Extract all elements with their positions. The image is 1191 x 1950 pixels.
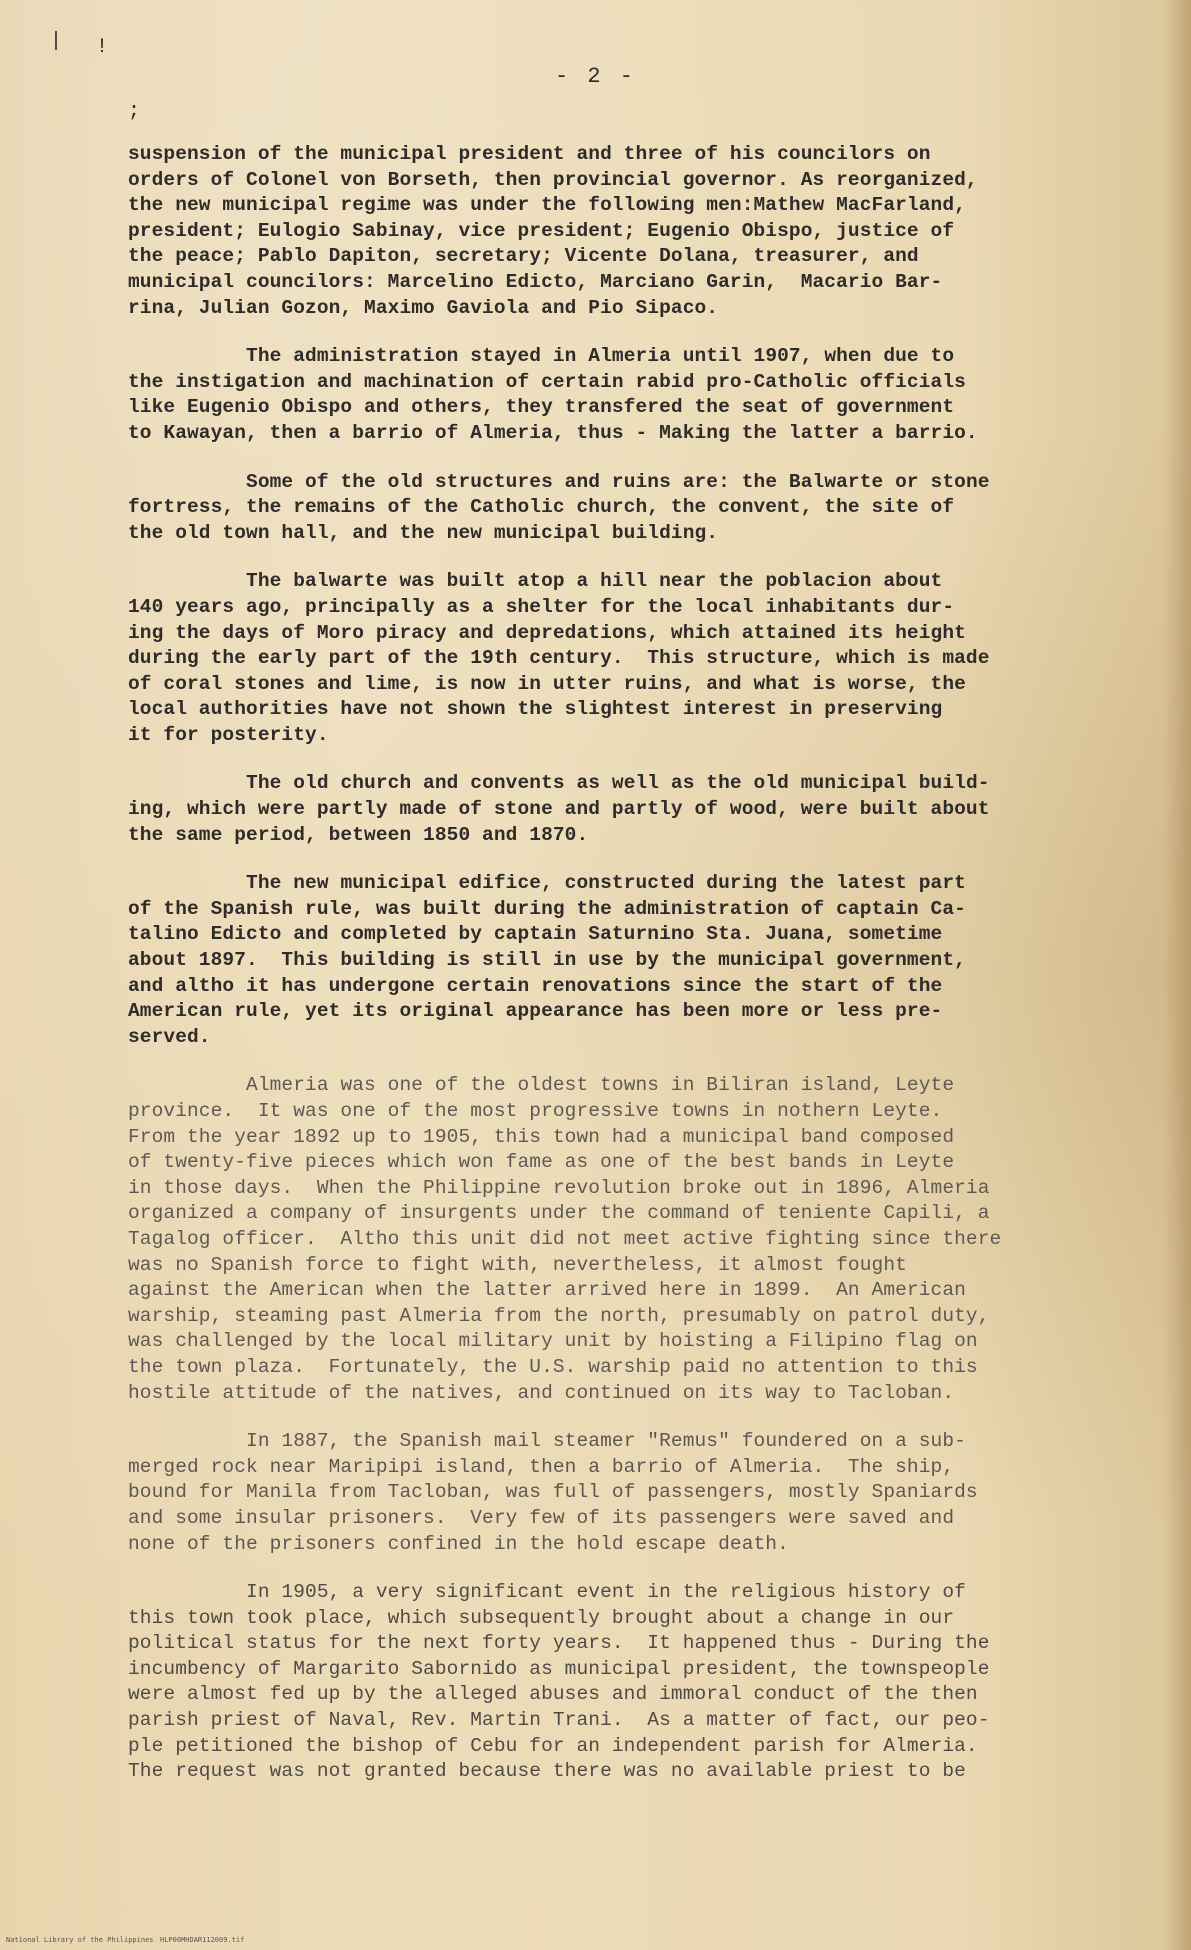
paragraph: The old church and convents as well as the old municipal build- ing, which were partly made of stone and partly of wood, were built about the same period, between 1850 and 1870. xyxy=(128,772,990,846)
paragraph: In 1905, a very significant event in the religious history of this town took place, which subsequently brought about a change in our political status for the next forty years. It happened thus - During the incumbency of Margarito Sabornido as municipal president, the townspeople were almost fed up by the alleged abuses and immoral conduct of the then parish priest of Naval, Rev. Martin Trani. As a matter of fact, our peo- ple petitioned the bishop of Cebu for an independent parish for Almeria. The request was not granted because there was no available priest to be xyxy=(128,1581,990,1783)
paragraph: The administration stayed in Almeria until 1907, when due to the instigation and machination of certain rabid pro-Catholic officials like Eugenio Obispo and others, they transfered the seat of government to Kawayan, then a barrio of Almeria, thus - Making the latter a barrio. xyxy=(128,345,978,444)
body-text xyxy=(128,142,1078,1808)
paragraph: In 1887, the Spanish mail steamer "Remus" foundered on a sub- merged rock near Maripipi island, then a barrio of Almeria. The ship, bound for Manila from Tacloban, was full of passengers, mostly Spaniards and some insular prisoners. Very few of its passengers were saved and none of the prisoners confined in the hold escape death. xyxy=(128,1430,978,1555)
page-number: - 2 - xyxy=(554,64,636,89)
footer-file: HLP00MHDAR112009.tif xyxy=(160,1936,245,1944)
page-edge-shadow xyxy=(1163,0,1191,1950)
margin-mark: ; xyxy=(128,100,141,123)
paragraph: The balwarte was built atop a hill near the poblacion about 140 years ago, principally as a shelter for the local inhabitants dur- ing the days of Moro piracy and depredations, which attained its height during the early part of the 19th century. This structure, which is made of coral stones and lime, is now in utter ruins, and what is worse, the local authorities have not shown the slightest interest in preserving it for posterity. xyxy=(128,570,990,746)
margin-mark: ! xyxy=(96,36,109,59)
footer-source: National Library of the Philippines xyxy=(6,1936,154,1944)
paragraph: suspension of the municipal president and three of his councilors on orders of Colonel von Borseth, then provincial governor. As reorganized, the new municipal regime was under the following men:Mathew MacFarland, president; Eulogio Sabinay, vice president; Eugenio Obispo, justice of the peace; Pablo Dapiton, secretary; Vicente Dolana, treasurer, and municipal councilors: Marcelino Edicto, Marciano Garin, Macario Bar- rina, Julian Gozon, Maximo Gaviola and Pio Sipaco. xyxy=(128,143,978,319)
margin-mark: | xyxy=(50,30,63,53)
paragraph: The new municipal edifice, constructed during the latest part of the Spanish rule, was built during the administration of captain Ca- talino Edicto and completed by captain Saturnino Sta. Juana, sometime about 1897. This building is still in use by the municipal government, and altho it has undergone certain renovations since the start of the American rule, yet its original appearance has been more or less pre- served. xyxy=(128,872,966,1048)
paragraph: Almeria was one of the oldest towns in Biliran island, Leyte province. It was one of the most progressive towns in nothern Leyte. From the year 1892 up to 1905, this town had a municipal band composed of twenty-five pieces which won fame as one of the best bands in Leyte in those days. When the Philippine revolution broke out in 1896, Almeria organized a company of insurgents under the command of teniente Capili, a Tagalog officer. Altho this unit did not meet active fighting since there was no Spanish force to fight with, nevertheless, it almost fought against the American when the latter arrived here in 1899. An American warship, steaming past Almeria from the north, presumably on patrol duty, was challenged by the local military unit by hoisting a Filipino flag on the town plaza. Fortunately, the U.S. warship paid no attention to this hostile attitude of the natives, and continued on its way to Tacloban. xyxy=(128,1074,1002,1404)
paragraph: Some of the old structures and ruins are: the Balwarte or stone fortress, the remains of the Catholic church, the convent, the site of the old town hall, and the new municipal building. xyxy=(128,470,990,544)
